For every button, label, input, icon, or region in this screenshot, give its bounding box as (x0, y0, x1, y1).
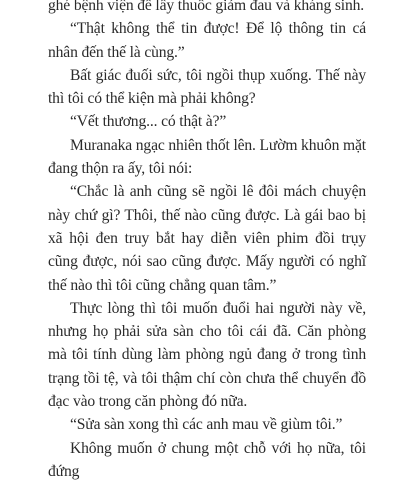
paragraph-6: “Chắc là anh cũng sẽ ngồi lê đôi mách chuyện này chứ gì? Thôi, thế nào cũng được. Là gái bao bị xã hội đen truy bắt hay diễn viên phim đồi trụy cũng được, nói sao cũng được. Mấy người có nghĩ thế nào thì tôi cũng chẳng quan tâm.” (48, 183, 366, 294)
paragraph-9: Không muốn ở chung một chỗ với họ nữa, tôi đứng (48, 439, 366, 480)
paragraph-5: Muranaka ngạc nhiên thốt lên. Lườm khuôn mặt đang thộn ra ấy, tôi nói: (48, 136, 366, 178)
paragraph-2: “Thật không thể tin được! Để lộ thông tin cá nhân đến thế là cùng.” (48, 20, 366, 61)
paragraph-8: “Sửa sàn xong thì các anh mau về giùm tôi.” (70, 416, 343, 434)
paragraph-3: Bất giác đuối sức, tôi ngồi thụp xuống. Thế này thì tôi có thể kiện mà phải không? (48, 66, 366, 108)
paragraph-1: ghé bệnh viện để lấy thuốc giảm đau và kháng sinh. (48, 0, 364, 14)
paragraph-7: Thực lòng thì tôi muốn đuổi hai người này về, nhưng họ phải sửa sàn cho tôi cái đã. Căn phòng mà tôi tính dùng làm phòng ngủ đang ở trong tình trạng tồi tệ, và tôi thậm chí còn chưa thể chuyển đồ đạc vào trong căn phòng đó nữa. (48, 299, 366, 411)
paragraph-4: “Vết thương... có thật à?” (70, 113, 227, 131)
page-body-text (48, 0, 366, 483)
